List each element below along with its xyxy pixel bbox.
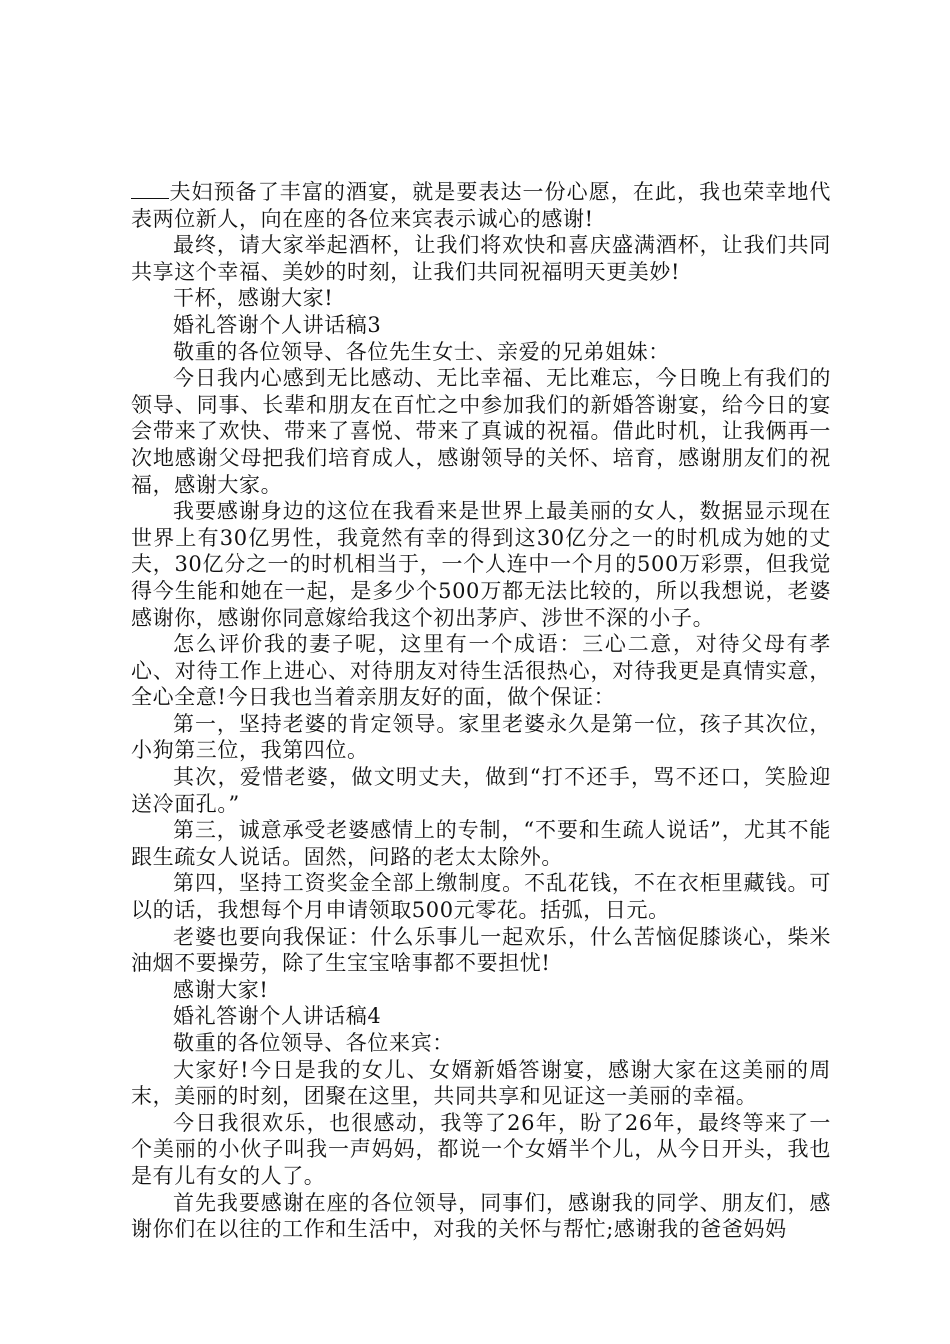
paragraph-1 [131,179,831,232]
paragraph-6: 今日我内心感到无比感动、无比幸福、无比难忘，今日晚上有我们的领导、同事、长辈和朋友在百忙之中参加我们的新婚答谢宴，给今日的宴会带来了欢快、带来了喜悦、带来了真诚的祝福。借此时机，让我俩再一次地感谢父母把我们培育成人，感谢领导的关怀、培育，感谢朋友们的祝福，感谢大家。 [131,366,831,497]
paragraph-3: 干杯，感谢大家! [173,286,334,311]
paragraph-1-text: 夫妇预备了丰富的酒宴，就是要表达一份心愿，在此，我也荣幸地代表两位新人，向在座的各位来宾表示诚心的感谢! [131,180,831,231]
paragraph-9: 第一，坚持老婆的肯定领导。家里老婆永久是第一位，孩子其次位，小狗第三位，我第四位。 [131,711,831,763]
paragraph-17: 大家好!今日是我的女儿、女婿新婚答谢宴，感谢大家在这美丽的周末，美丽的时刻，团聚在这里，共同共享和见证这一美丽的幸福。 [131,1057,831,1109]
paragraph-19: 首先我要感谢在座的各位领导，同事们，感谢我的同学、朋友们，感谢你们在以往的工作和生活中，对我的关怀与帮忙;感谢我的爸爸妈妈 [131,1190,831,1242]
section-heading-4: 婚礼答谢个人讲话稿4 [173,1004,382,1029]
paragraph-7: 我要感谢身边的这位在我看来是世界上最美丽的女人，数据显示现在世界上有30亿男性，我竟然有幸的得到这30亿分之一的时机成为她的丈夫，30亿分之一的时机相当于，一个人连中一个月的500万彩票，但我觉得今生能和她在一起，是多少个500万都无法比较的，所以我想说，老婆感谢你，感谢你同意嫁给我这个初出茅庐、涉世不深的小子。 [131,499,831,630]
paragraph-8: 怎么评价我的妻子呢，这里有一个成语：三心二意，对待父母有孝心、对待工作上进心、对待朋友对待生活很热心，对待我更是真情实意，全心全意!今日我也当着亲朋友好的面，做个保证： [131,632,831,710]
salutation-3: 敬重的各位领导、各位先生女士、亲爱的兄弟姐妹： [173,339,670,364]
salutation-4: 敬重的各位领导、各位来宾： [173,1031,454,1055]
fill-in-blank [131,180,169,199]
paragraph-13: 老婆也要向我保证：什么乐事儿一起欢乐，什么苦恼促膝谈心，柴米油烟不要操劳，除了生宝宝啥事都不要担忧! [131,924,831,976]
paragraph-18: 今日我很欢乐，也很感动，我等了26年，盼了26年，最终等来了一个美丽的小伙子叫我一声妈妈，都说一个女婿半个儿，从今日开头，我也是有儿有女的人了。 [131,1110,831,1188]
section-heading-3: 婚礼答谢个人讲话稿3 [173,312,382,337]
paragraph-2: 最终，请大家举起酒杯，让我们将欢快和喜庆盛满酒杯，让我们共同共享这个幸福、美妙的时刻，让我们共同祝福明天更美妙! [131,233,831,284]
document-body [131,179,831,1243]
paragraph-12: 第四，坚持工资奖金全部上缴制度。不乱花钱，不在衣柜里藏钱。可以的话，我想每个月申请领取500元零花。括弧，日元。 [131,871,831,923]
paragraph-11: 第三，诚意承受老婆感情上的专制，“不要和生疏人说话”，尤其不能跟生疏女人说话。固然，问路的老太太除外。 [131,818,831,869]
paragraph-10: 其次，爱惜老婆，做文明丈夫，做到“打不还手，骂不还口，笑脸迎送冷面孔。” [131,765,831,816]
paragraph-14: 感谢大家! [173,977,269,1002]
